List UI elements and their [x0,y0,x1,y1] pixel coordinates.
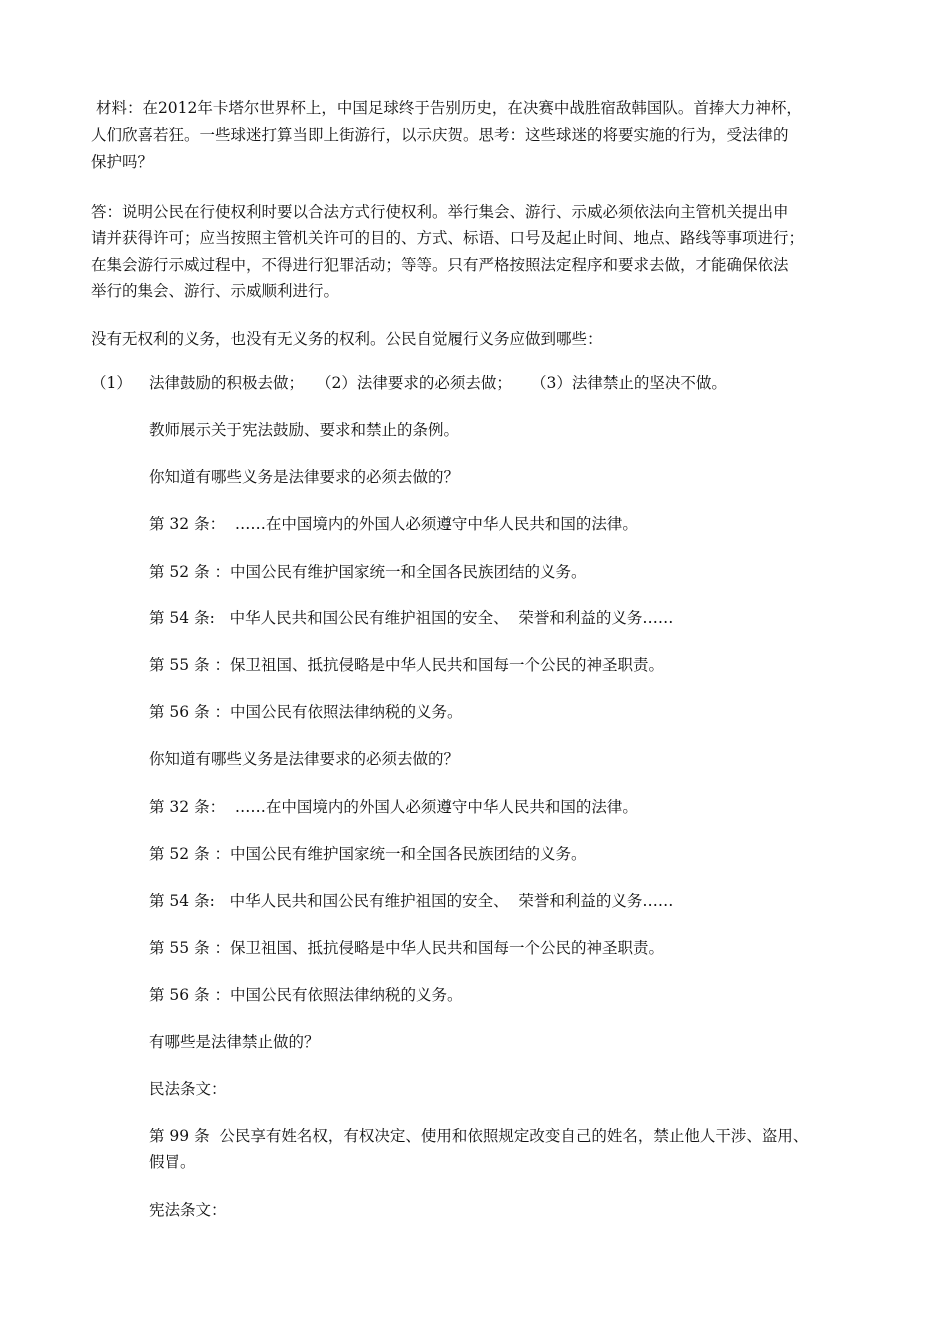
teacher-note: 教师展示关于宪法鼓励、要求和禁止的条例。 [149,421,460,439]
article-99-line-2: 假冒。 [149,1153,196,1171]
duties-number: （1） [91,374,132,392]
article-2-52: 第 52 条 ：中国公民有维护国家统一和全国各民族团结的义务。 [149,845,587,863]
article-2-32: 第 32 条： ……在中国境内的外国人必须遵守中华人民共和国的法律。 [149,798,638,816]
intro-text: 没有无权利的义务，也没有无义务的权利。公民自觉履行义务应做到哪些： [91,330,603,348]
answer-line-2: 请并获得许可；应当按照主管机关许可的目的、方式、标语、口号及起止时间、地点、路线等事项进行； [91,229,805,247]
material-line-2: 人们欣喜若狂。一些球迷打算当即上街游行，以示庆贺。思考：这些球迷的将要实施的行为，受法律的 [91,126,789,144]
answer-line-1: 答：说明公民在行使权利时要以合法方式行使权利。举行集会、游行、示威必须依法向主管机关提出申 [91,203,789,221]
article-1-52: 第 52 条 ：中国公民有维护国家统一和全国各民族团结的义务。 [149,563,587,581]
material-line-3: 保护吗？ [91,153,154,171]
article-1-54: 第 54 条: 中华人民共和国公民有维护祖国的安全、 荣誉和利益的义务…… [149,609,674,627]
answer-line-3: 在集会游行示威过程中，不得进行犯罪活动；等等。只有严格按照法定程序和要求去做，才能确保依法 [91,256,789,274]
article-1-32: 第 32 条： ……在中国境内的外国人必须遵守中华人民共和国的法律。 [149,515,638,533]
question-3: 有哪些是法律禁止做的？ [149,1033,320,1051]
duty-item-3: （3）法律禁止的坚决不做。 [531,374,727,392]
article-2-54: 第 54 条: 中华人民共和国公民有维护祖国的安全、 荣誉和利益的义务…… [149,892,674,910]
duty-item-1: 法律鼓励的积极去做； [149,374,305,392]
article-2-55: 第 55 条 ：保卫祖国、抵抗侵略是中华人民共和国每一个公民的神圣职责。 [149,939,665,957]
answer-line-4: 举行的集会、游行、示威顺利进行。 [91,282,340,300]
civil-law-heading: 民法条文： [149,1080,227,1098]
constitution-heading: 宪法条文： [149,1201,227,1219]
article-1-55: 第 55 条 ：保卫祖国、抵抗侵略是中华人民共和国每一个公民的神圣职责。 [149,656,665,674]
duty-item-2: （2）法律要求的必须去做； [316,374,512,392]
material-line-1: 材料：在2012年卡塔尔世界杯上，中国足球终于告别历史，在决赛中战胜宿敌韩国队。首捧大力神杯， [91,99,802,117]
article-99-line-1: 第 99 条 公民享有姓名权，有权决定、使用和依照规定改变自己的姓名，禁止他人干涉、盗用、 [149,1127,809,1145]
article-1-56: 第 56 条 ：中国公民有依照法律纳税的义务。 [149,703,463,721]
question-2: 你知道有哪些义务是法律要求的必须去做的？ [149,750,460,768]
article-2-56: 第 56 条 ：中国公民有依照法律纳税的义务。 [149,986,463,1004]
duties-row [91,372,861,396]
question-1: 你知道有哪些义务是法律要求的必须去做的？ [149,468,460,486]
